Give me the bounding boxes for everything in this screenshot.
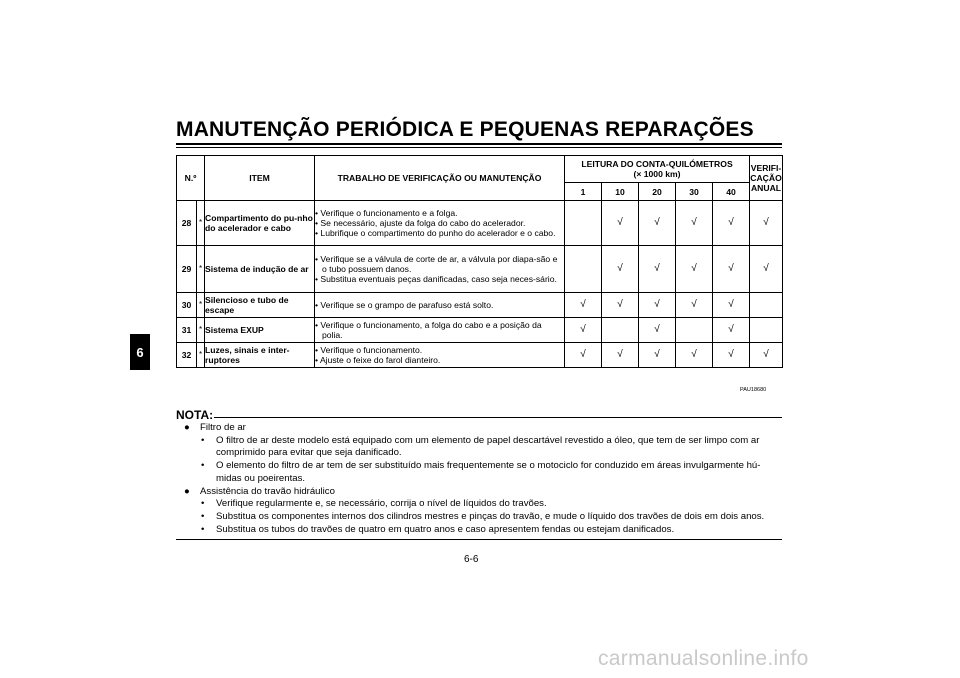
check-mark: √: [602, 293, 639, 318]
annual-check-mark: √: [750, 201, 783, 246]
nota-subitem: [176, 511, 782, 524]
header-work: TRABALHO DE VERIFICAÇÃO OU MANUTENÇÃO: [315, 156, 565, 201]
work-line: • Verifique o funcionamento e a folga.: [315, 208, 564, 218]
nota-item-title: Filtro de ar: [200, 422, 246, 433]
nota-rule: [214, 417, 782, 418]
check-mark: √: [713, 246, 750, 293]
work-line: • Verifique se a válvula de corte de ar, a válvula por diapa-são e o tubo possuem danos.: [315, 254, 564, 274]
check-mark: √: [713, 201, 750, 246]
row-star: *: [197, 246, 205, 293]
annual-check-mark: [750, 318, 783, 343]
header-odometer-col: 1: [565, 183, 602, 201]
check-mark: √: [676, 293, 713, 318]
nota-subitem-text: Substitua os tubos do travões de quatro em quatro anos e caso apresentem fendas ou estejam danificados.: [216, 523, 675, 535]
header-odometer-col: 20: [639, 183, 676, 201]
check-mark: √: [713, 343, 750, 368]
work-line: • Lubrifique o compartimento do punho do acelerador e o cabo.: [315, 228, 564, 238]
row-work: [315, 246, 565, 293]
check-mark: √: [639, 201, 676, 246]
check-mark: √: [602, 246, 639, 293]
nota-subitem-text: Verifique regularmente e, se necessário, corrija o nível de líquidos do travões.: [216, 498, 547, 510]
header-odometer-line1: LEITURA DO CONTA-QUILÓMETROS: [581, 159, 733, 169]
check-mark: √: [602, 201, 639, 246]
check-mark: [602, 318, 639, 343]
check-mark: √: [676, 246, 713, 293]
watermark: carmanualsonline.info: [598, 647, 809, 670]
row-item: Sistema de indução de ar: [205, 246, 315, 293]
work-line: • Verifique se o grampo de parafuso está solto.: [315, 300, 564, 310]
check-mark: √: [602, 343, 639, 368]
row-item: Silencioso e tubo de escape: [205, 293, 315, 318]
check-mark: √: [676, 201, 713, 246]
header-annual: [750, 156, 783, 201]
header-item: ITEM: [205, 156, 315, 201]
nota-subitem: [176, 460, 782, 485]
maintenance-table: [176, 155, 783, 368]
table-row: [177, 201, 783, 246]
header-odometer-col: 30: [676, 183, 713, 201]
nota-item: [176, 422, 782, 435]
row-item: Sistema EXUP: [205, 318, 315, 343]
nota-subitem-text: O filtro de ar deste modelo está equipado com um elemento de papel descartável revestido a óleo, que tem de ser limpo com ar comprimido para evitar que seja danificado.: [216, 434, 760, 459]
row-item: Luzes, sinais e inter-ruptores: [205, 343, 315, 368]
nota-subitem: [176, 498, 782, 511]
chapter-tab: 6: [130, 334, 150, 370]
sub-bullet-icon: •: [201, 510, 205, 522]
nota-subitem: [176, 524, 782, 537]
header-odometer-col: 40: [713, 183, 750, 201]
row-star: *: [197, 318, 205, 343]
check-mark: √: [565, 293, 602, 318]
check-mark: [676, 318, 713, 343]
header-annual-line3: ANUAL: [750, 183, 782, 193]
check-mark: √: [639, 318, 676, 343]
annual-check-mark: [750, 293, 783, 318]
header-odometer-col: 10: [602, 183, 639, 201]
page-number: 6-6: [464, 554, 479, 565]
row-work: [315, 293, 565, 318]
row-star: *: [197, 201, 205, 246]
header-odometer-line2: (× 1000 km): [633, 169, 681, 179]
row-number: 32: [177, 343, 197, 368]
row-star: *: [197, 343, 205, 368]
bullet-dot-icon: ●: [184, 422, 190, 433]
row-number: 28: [177, 201, 197, 246]
check-mark: [565, 201, 602, 246]
check-mark: √: [565, 318, 602, 343]
work-line: • Verifique o funcionamento, a folga do cabo e a posição da polia.: [315, 320, 564, 340]
page-title: MANUTENÇÃO PERIÓDICA E PEQUENAS REPARAÇÕES: [176, 118, 754, 141]
row-work: [315, 318, 565, 343]
check-mark: √: [639, 343, 676, 368]
table-row: [177, 293, 783, 318]
sub-bullet-icon: •: [201, 434, 205, 446]
nota-label: NOTA:: [176, 408, 214, 422]
row-item: Compartimento do pu-nho do acelerador e cabo: [205, 201, 315, 246]
check-mark: √: [713, 293, 750, 318]
nota-subitem-text: Substitua os componentes internos dos cilindros mestres e pinças do travão, e mude o líquido dos travões de dois em dois anos.: [216, 510, 765, 522]
annual-check-mark: √: [750, 343, 783, 368]
check-mark: √: [639, 293, 676, 318]
check-mark: √: [676, 343, 713, 368]
work-line: • Substitua eventuais peças danificadas, caso seja neces-sário.: [315, 274, 564, 284]
check-mark: √: [565, 343, 602, 368]
sub-bullet-icon: •: [201, 498, 205, 510]
title-rule-thin: [176, 147, 782, 148]
work-line: • Verifique o funcionamento.: [315, 345, 564, 355]
sub-bullet-icon: •: [201, 460, 205, 472]
nota-item: [176, 486, 782, 499]
sub-bullet-icon: •: [201, 523, 205, 535]
nota-subitem-text: O elemento do filtro de ar tem de ser substituído mais frequentemente se o motociclo for conduzido em áreas invulgarmente hú-midas ou poeirentas.: [216, 460, 761, 484]
row-star: *: [197, 293, 205, 318]
row-number: 30: [177, 293, 197, 318]
row-number: 31: [177, 318, 197, 343]
check-mark: [565, 246, 602, 293]
table-row: [177, 343, 783, 368]
table-row: [177, 318, 783, 343]
bullet-dot-icon: ●: [184, 485, 190, 497]
header-annual-line1: VERIFI-: [750, 163, 782, 173]
nota-subitem: [176, 435, 782, 460]
work-line: • Se necessário, ajuste da folga do cabo do acelerador.: [315, 218, 564, 228]
nota-body: [176, 422, 782, 536]
reference-code: PAU18680: [740, 387, 767, 393]
header-annual-line2: CAÇÃO: [750, 173, 782, 183]
row-work: [315, 343, 565, 368]
row-number: 29: [177, 246, 197, 293]
bottom-rule: [176, 539, 782, 540]
nota-item-title: Assistência do travão hidráulico: [200, 485, 335, 497]
row-work: [315, 201, 565, 246]
table-row: [177, 246, 783, 293]
check-mark: √: [713, 318, 750, 343]
header-no: N.º: [177, 156, 205, 201]
work-line: • Ajuste o feixe do farol dianteiro.: [315, 355, 564, 365]
title-rule: [176, 143, 782, 145]
header-odometer: [565, 156, 750, 183]
annual-check-mark: √: [750, 246, 783, 293]
check-mark: √: [639, 246, 676, 293]
